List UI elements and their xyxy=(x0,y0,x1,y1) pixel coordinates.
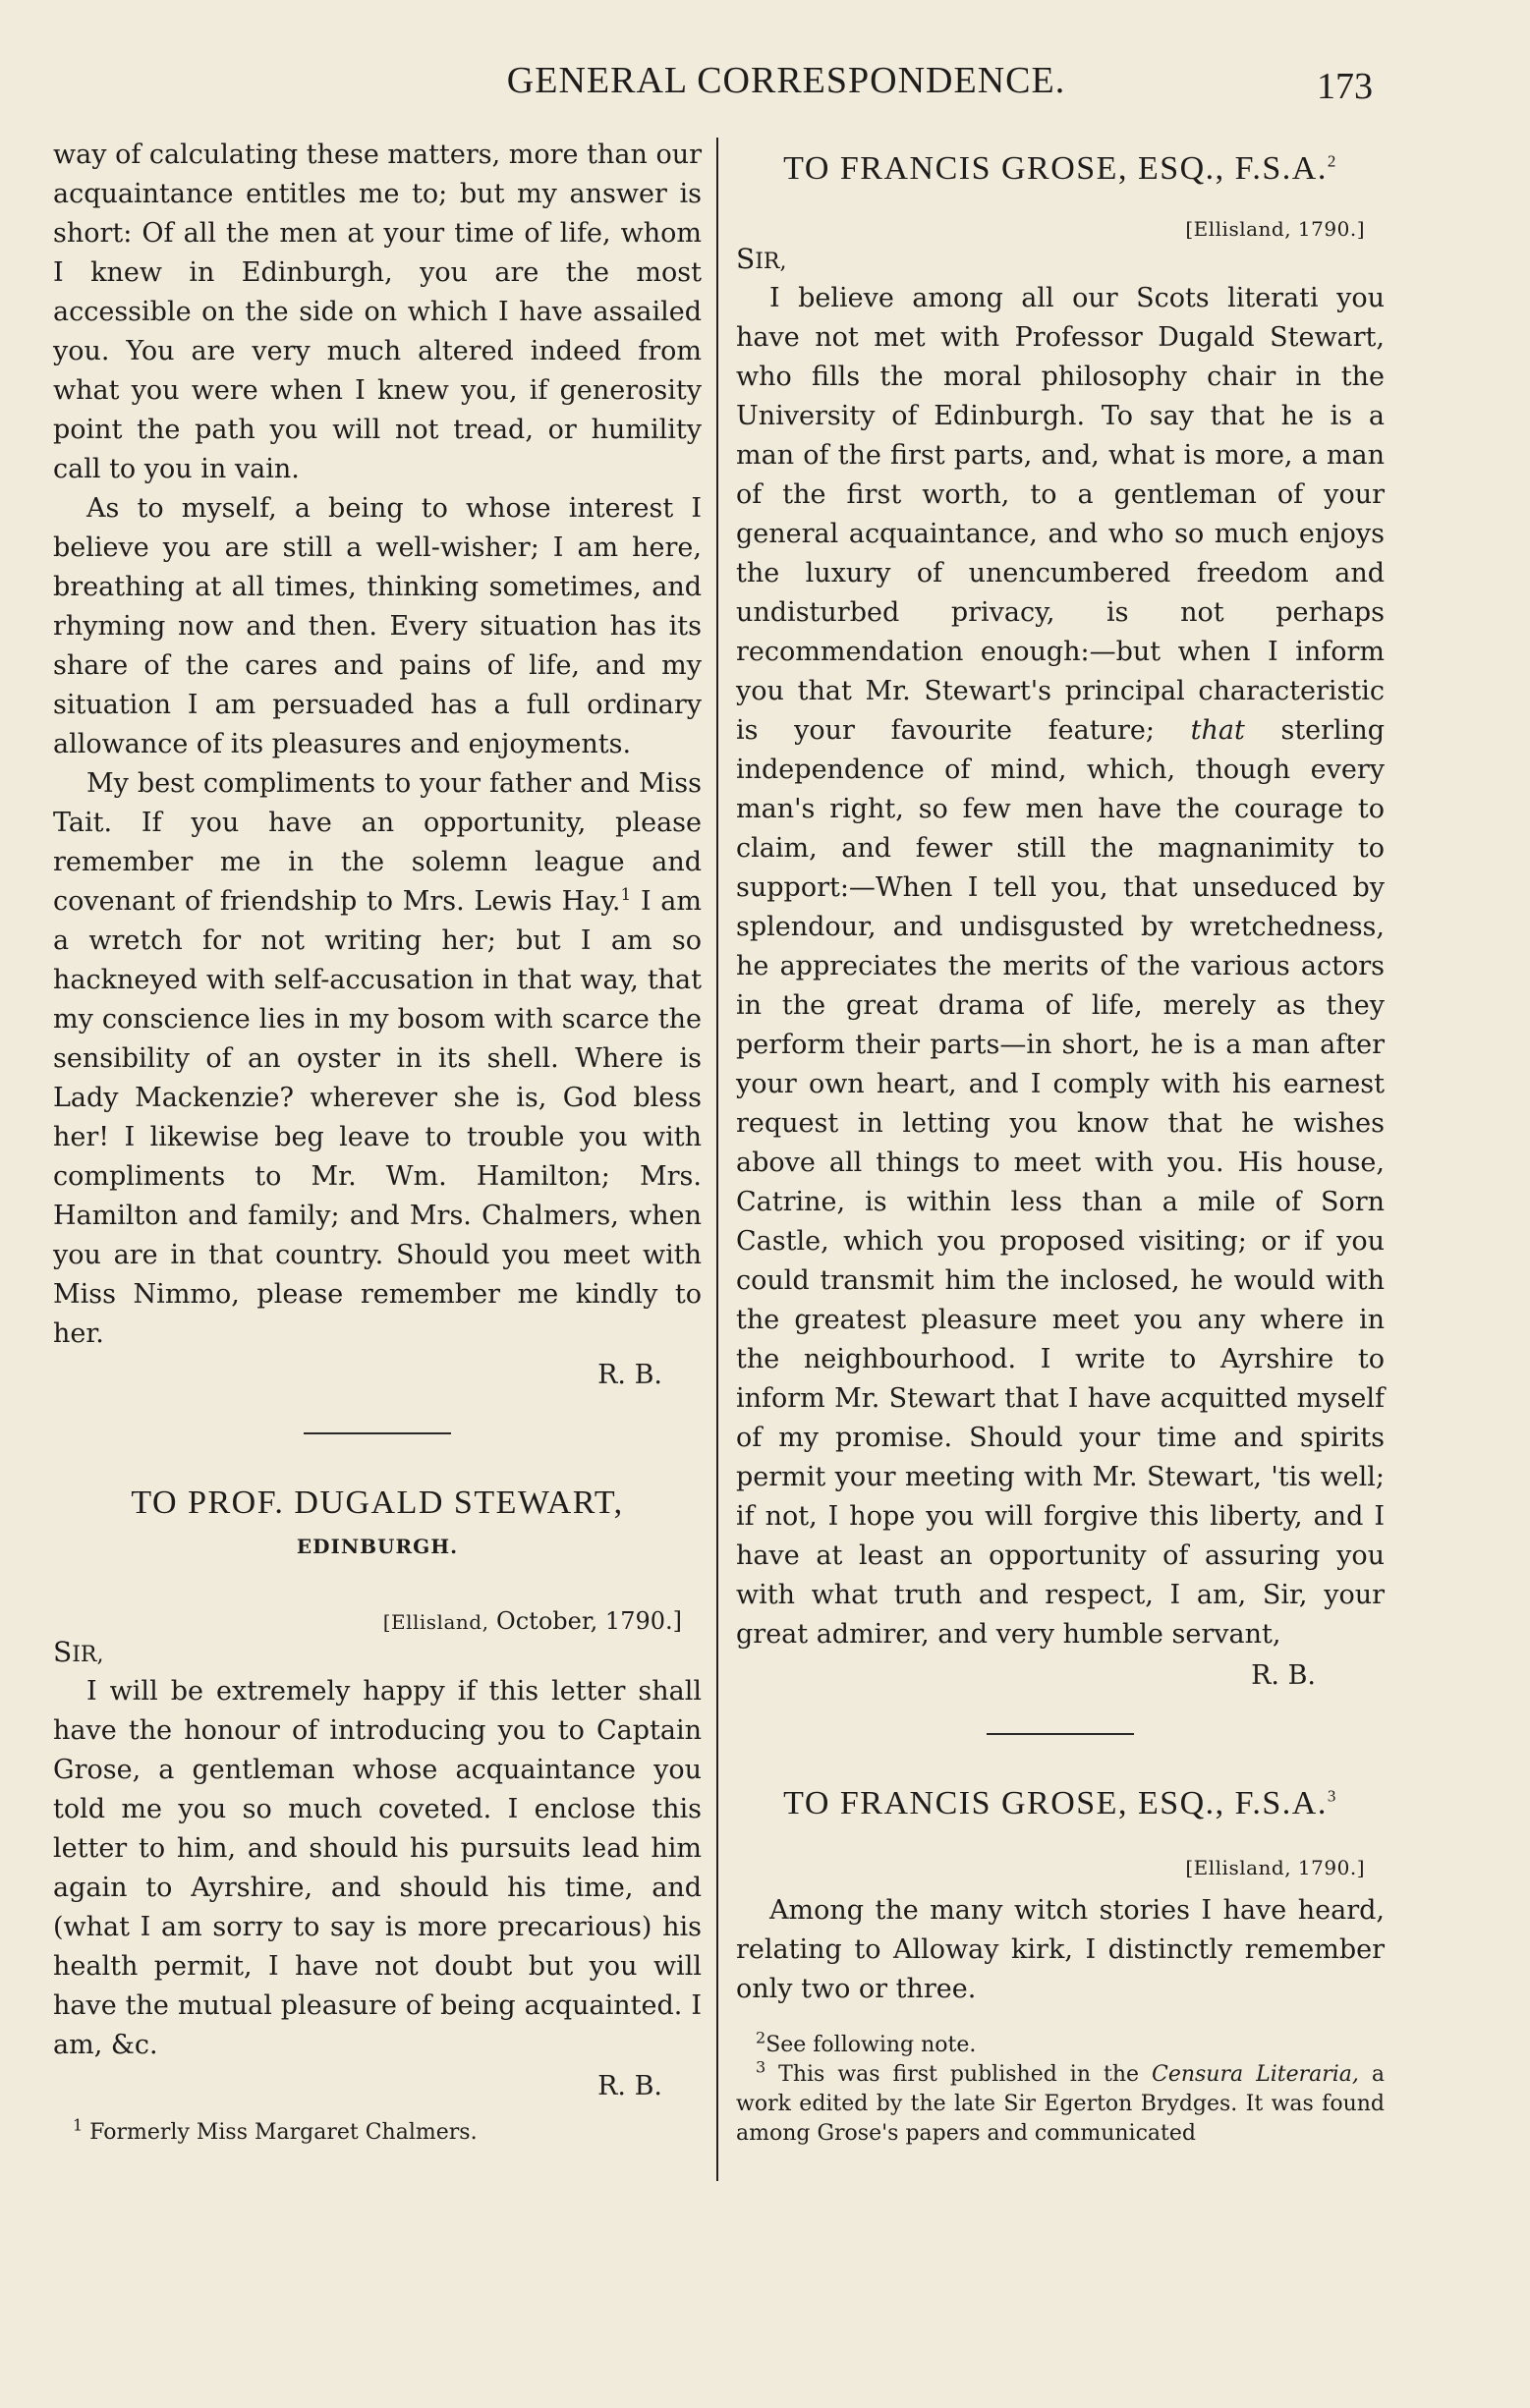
footnote xyxy=(53,2115,702,2148)
dateline-place: [Ellisland, xyxy=(382,1610,489,1634)
signature: R. B. xyxy=(1251,1660,1316,1691)
letter-subheading: EDINBURGH. xyxy=(296,1535,459,1558)
column-divider xyxy=(716,138,718,2181)
signature: R. B. xyxy=(597,1360,662,1390)
footnote-text: Formerly Miss Margaret Chalmers. xyxy=(83,2120,478,2145)
section-rule xyxy=(987,1733,1134,1735)
continuation-paragraph: way of calculating these matters, more than our acquaintance entitles me to; but my answer is short: Of all the men at your time of life, whom I knew in Edinburgh, you are the most accessible on the side on which I have assailed you. You are very much altered indeed from what you were when I knew you, if generosity point the path you will not tread, or humility call to you in vain. xyxy=(53,140,702,484)
running-title: GENERAL CORRESPONDENCE. xyxy=(506,60,1066,101)
footnote-reference: 2 xyxy=(1327,151,1337,171)
footnote-reference: 1 xyxy=(620,885,632,905)
section-rule xyxy=(304,1432,451,1434)
dateline: [Ellisland, 1790.] xyxy=(1185,1856,1365,1879)
paragraph: As to myself, a being to whose interest I believe you are still a well-wisher; I am here, breathing at all times, thinking sometimes, and rhyming now and then. Every situation has its share of the cares and pains of life, and my situation I am persuaded has a full ordinary allowance of its pleasures and enjoyments. xyxy=(53,493,702,759)
footnote-text: See following note. xyxy=(765,2033,977,2057)
salutation: SIR, xyxy=(53,1636,104,1668)
footnote-mark: 3 xyxy=(756,2057,766,2077)
footnote: $^3$ This was first published in the Censura Literaria, a work edited by the late Sir Egerton Brydges. It was found among Grose's papers and communicated xyxy=(736,2057,1386,2146)
footnote-reference: 3 xyxy=(1327,1786,1337,1806)
footnote xyxy=(736,2028,1385,2060)
emphasis: Censura Literaria, xyxy=(1152,2062,1359,2087)
page-number: 173 xyxy=(1317,66,1373,107)
left-column xyxy=(53,136,702,2148)
signature: R. B. xyxy=(597,2071,662,2101)
paragraph-text: I am a wretch for not writing her; but I am so hackneyed with self-accusation in that way, that my conscience lies in my bosom with scarce the sensibility of an oyster in its shell. Where is Lady Mackenzie? wherever she is, God bless her! I likewise beg leave to trouble you with compliments to Mr. Wm. Hamilton; Mrs. Hamilton and family; and Mrs. Chalmers, when you are in that country. Should you meet with Miss Nimmo, please remember me kindly to her. xyxy=(53,886,703,1349)
salutation: SIR, xyxy=(736,243,787,275)
paragraph-text: My best compliments to your father and Miss Tait. If you have an opportunity, please remember me in the solemn league and covenant of friendship to Mrs. Lewis Hay. xyxy=(53,768,702,917)
letter-body: I believe among all our Scots literati you have not met with Professor Dugald Stewart, who fills the moral philosophy chair in the University of Edinburgh. To say that he is a man of the first parts, and, what is more, a man of the first worth, to a gentleman of your general acquaintance, and who so much enjoys the luxury of unencumbered freedom and undisturbed privacy, is not perhaps recommendation enough:—but when I inform you that Mr. Stewart's principal characteristic is your favourite feature; that sterling independence of mind, which, though every man's right, so few men have the courage to claim, and fewer still the magnanimity to support:—When I tell you, that unseduced by splendour, and undisgusted by wretchedness, he appreciates the merits of the various actors in the great drama of life, merely as they perform their parts—in short, he is a man after your own heart, and I comply with his earnest request in letting you know that he wishes above all things to meet with you. His house, Catrine, is within less than a mile of Sorn Castle, which you proposed visiting; or if you could transmit him the inclosed, he would with the greatest pleasure meet you any where in the neighbourhood. I write to Ayrshire to inform Mr. Stewart that I have acquitted myself of my promise. Should your time and spirits permit your meeting with Mr. Stewart, 'tis well; if not, I hope you will forgive this liberty, and I have at least an opportunity of assuring you with what truth and respect, I am, Sir, your great admirer, and very humble servant, xyxy=(736,283,1385,1650)
right-column xyxy=(736,136,1385,2149)
emphasis: that xyxy=(1190,715,1245,746)
paragraph xyxy=(53,764,702,1354)
letter-heading: TO FRANCIS GROSE, ESQ., F.S.A.$^2$ xyxy=(783,150,1337,187)
dateline-date: October, 1790.] xyxy=(488,1607,682,1635)
dateline xyxy=(53,1603,702,1640)
footnote-mark: 2 xyxy=(756,2028,766,2047)
letter-heading: TO FRANCIS GROSE, ESQ., F.S.A.$^3$ xyxy=(783,1785,1337,1821)
letter-heading: TO PROF. DUGALD STEWART, xyxy=(131,1484,624,1521)
dateline: [Ellisland, 1790.] xyxy=(1185,217,1365,241)
letter-body: Among the many witch stories I have heard, relating to Alloway kirk, I distinctly remember only two or three. xyxy=(736,1895,1385,2004)
letter-body: I will be extremely happy if this letter shall have the honour of introducing you to Captain Grose, a gentleman whose acquaintance you told me you so much coveted. I enclose this letter to him, and should his pursuits lead him again to Ayrshire, and should his time, and (what I am sorry to say is more precarious) his health permit, I have not doubt but you will have the mutual pleasure of being acquainted. I am, &c. xyxy=(53,1676,702,2060)
running-head xyxy=(0,59,1530,108)
footnote-mark: 1 xyxy=(73,2115,84,2135)
